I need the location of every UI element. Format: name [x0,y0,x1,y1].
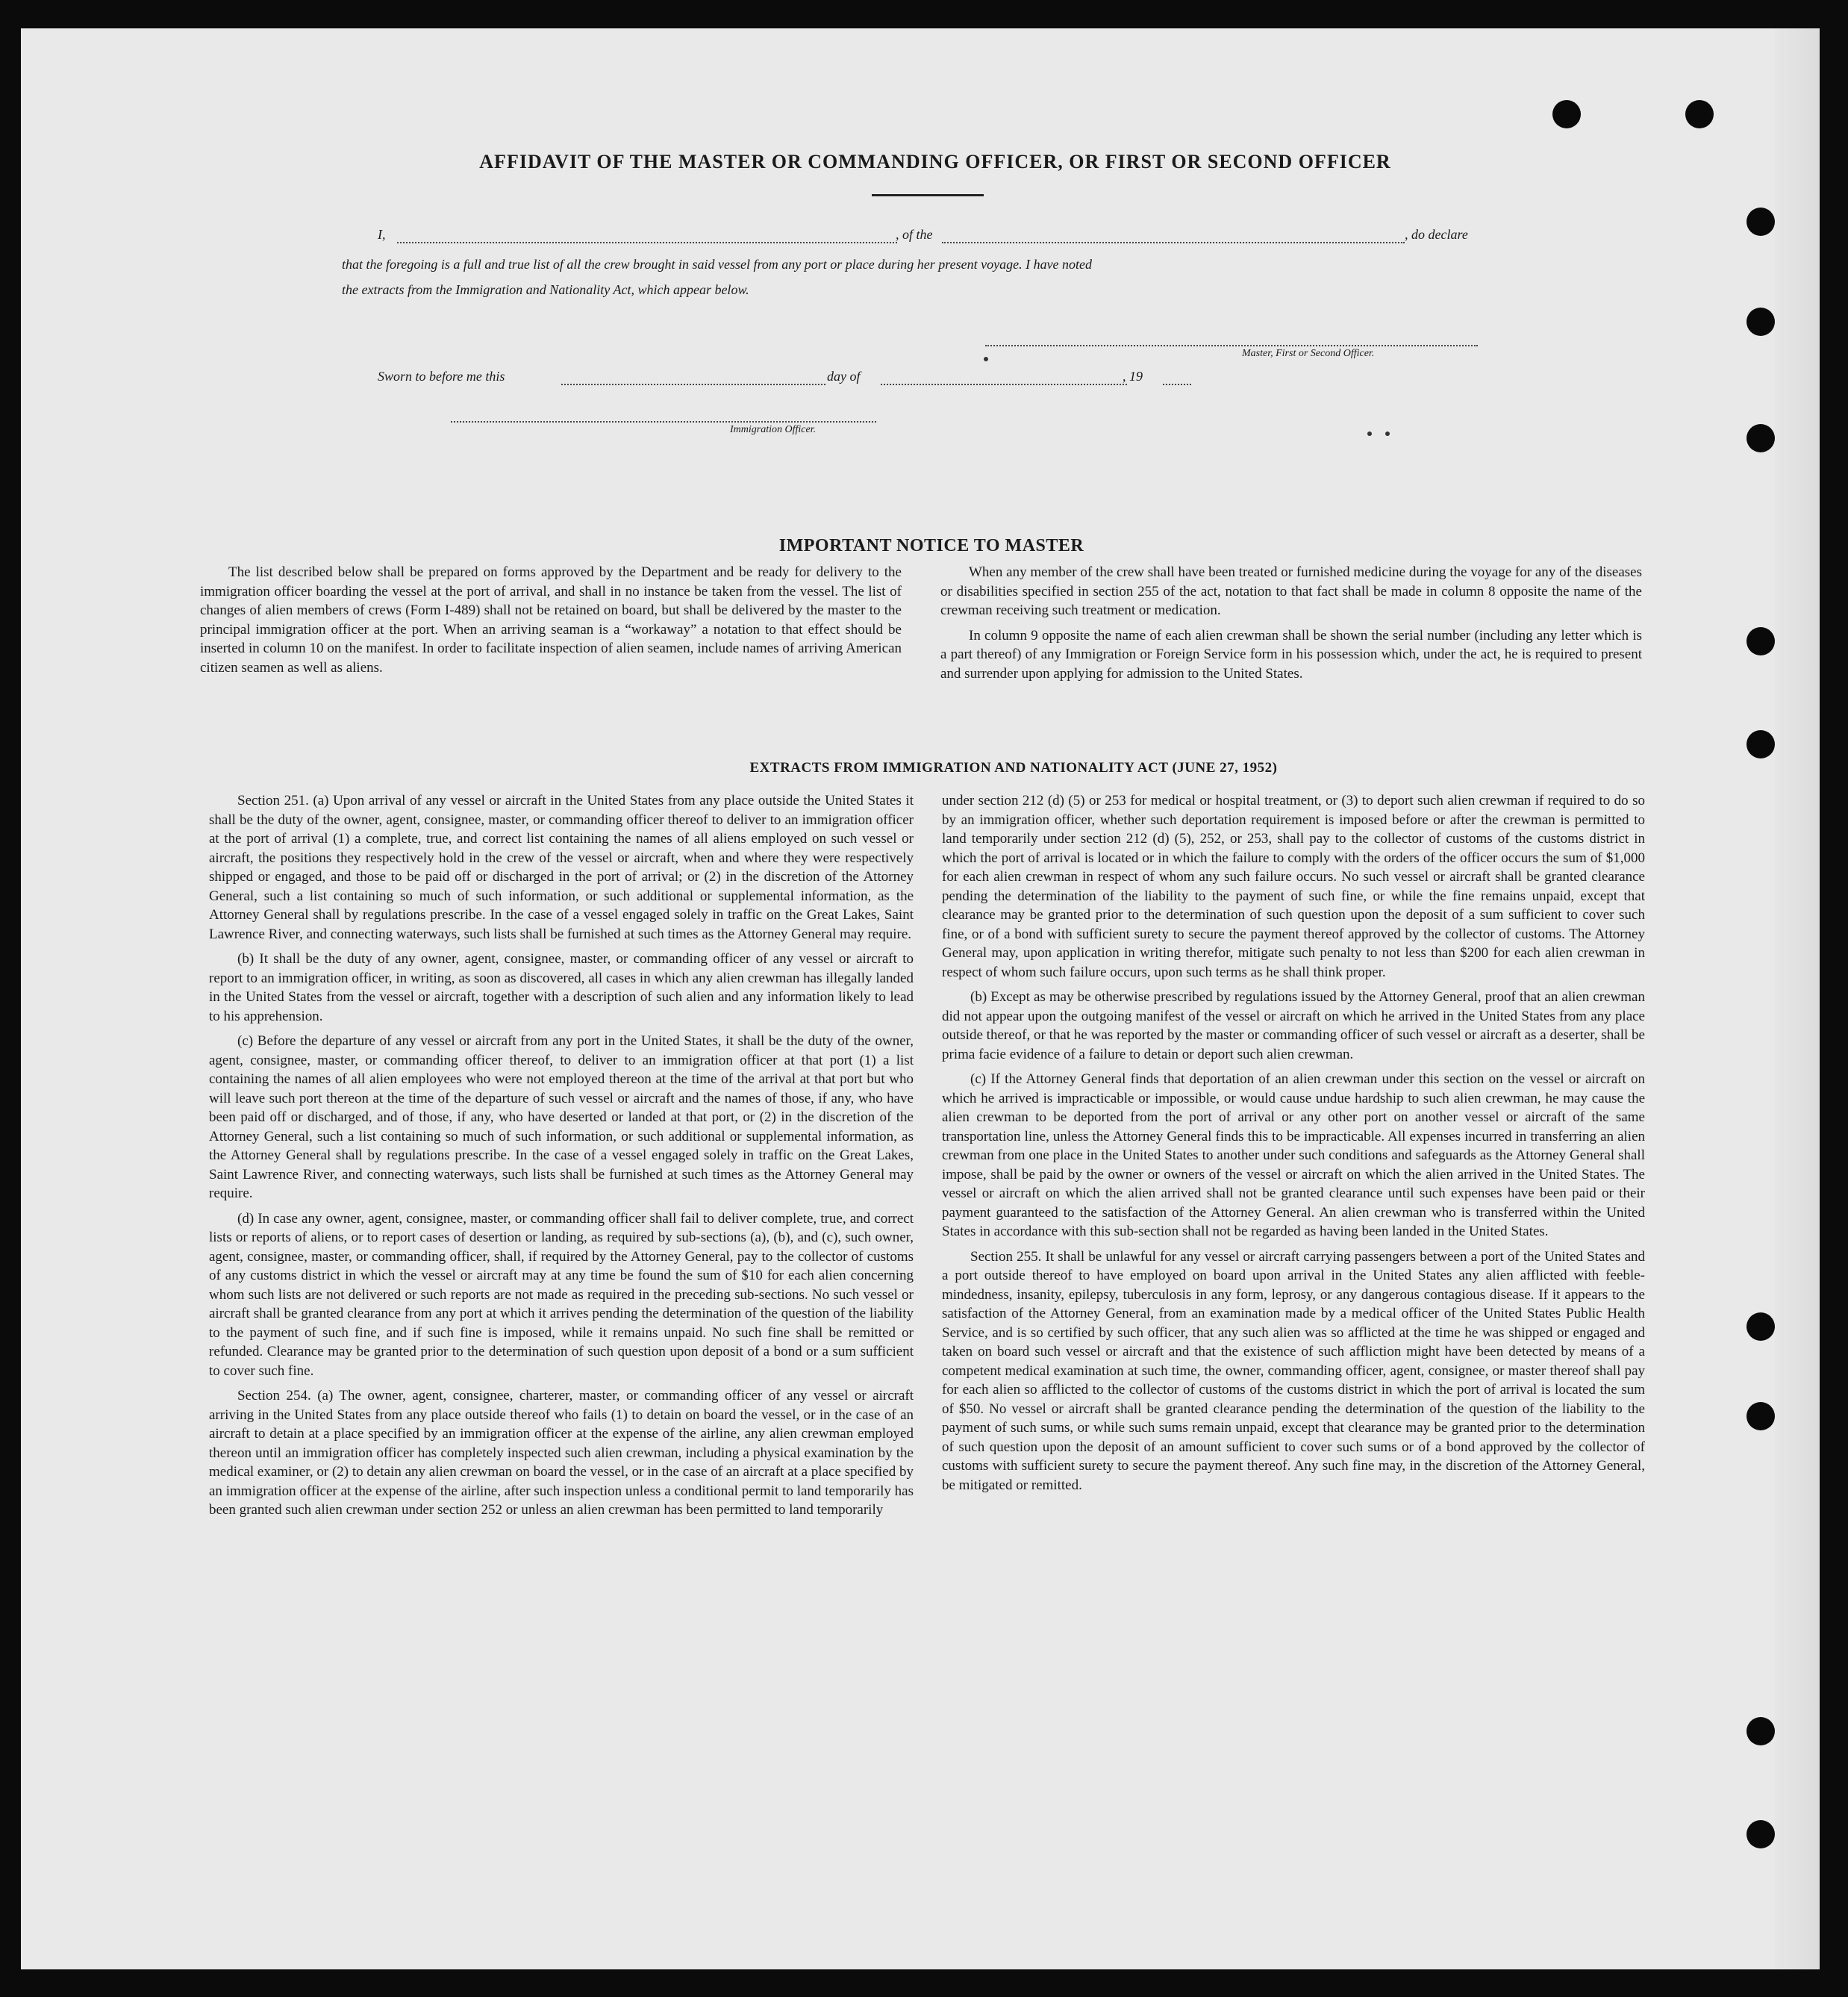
binder-hole [1746,1402,1775,1430]
sworn-label: Sworn to before me this [378,369,505,384]
binder-hole [1746,627,1775,655]
extracts-right-column [942,791,1645,1501]
mark [1367,432,1372,436]
declaration-line-2: the extracts from the Immigration and Nationality Act, which appear below. [342,282,749,297]
declare-do-declare-label: , do declare [1405,227,1468,242]
declaration-line-1: that the foregoing is a full and true list of all the crew brought in said vessel from any port or place during her present voyage. I have noted [342,257,1093,272]
name-blank [397,242,897,243]
binder-hole [1746,1717,1775,1745]
section-254-b: (b) Except as may be otherwise prescribed by regulations issued by the Attorney General, proof that an alien crewman did not appear upon the outgoing manifest of the vessel or aircraft on which he arrived in the United States from any place outside thereof, or that he was reported by the master or commanding officer of such vessel or aircraft as a deserter, shall be prima facie evidence of a failure to detain or deport such alien crewman. [942,989,1645,1062]
master-signature-caption: Master, First or Second Officer. [1242,348,1375,359]
document-page [21,28,1820,1969]
mark [984,357,988,361]
sworn-month-blank [881,384,1127,385]
binder-hole [1746,1820,1775,1848]
vessel-blank [942,242,1405,243]
page-edge [1775,28,1820,1969]
notice-title: IMPORTANT NOTICE TO MASTER [778,536,1084,555]
section-251-d: (d) In case any owner, agent, consignee, master, or commanding officer shall fail to deliver complete, true, and correct lists or reports of aliens, or to report cases of desertion or landing, as required by sub-sections (a), (b), and (c), such owner, agent, consignee, master, or commanding officer, shall, if required by the Attorney General, pay to the collector of customs of any customs district in which the vessel or aircraft may at any time be found the sum of $10 for each alien concerning whom such lists are not delivered or such reports are not made as required in the preceding sub-sections. No such vessel or aircraft shall be granted clearance from any port at which it arrives pending the determination of the question of the liability to the payment of such fine, and if such fine is imposed, while it remains unpaid. No such fine shall be remitted or refunded. Clearance may be granted prior to the determination of such question upon deposit of a bond or a sum sufficient to cover such fine. [209,1210,914,1379]
declare-i-label: I, [378,227,386,242]
declare-of-the-label: , of the [896,227,933,242]
notice-right-column [940,563,1642,689]
notice-right-paragraph-2: In column 9 opposite the name of each alien crewman shall be shown the serial number (including any letter which is a part thereof) of any Immigration or Foreign Service form in his possession which, under the act, he is required to present and surrender upon applying for admission to the United States. [940,627,1642,682]
extracts-left-column [209,791,914,1526]
binder-hole [1746,208,1775,236]
section-254-a-part-1: Section 254. (a) The owner, agent, consignee, charterer, master, or commanding officer of any vessel or aircraft arriving in the United States from any place outside thereof who fails (1) to detain on board the vessel, or in the case of an aircraft to detain at a place specified by an immigration officer at the expense of the airline, any alien crewman employed thereon until an immigration officer has completely inspected such alien crewman, including a physical examination by the medical examiner, or (2) to detain any alien crewman on board the vessel, or in the case of an aircraft at a place specified by an immigration officer at the expense of the airline, after such inspection unless a conditional permit to land temporarily has been granted such alien crewman under section 252 or unless an alien crewman has been permitted to land temporarily [209,1388,914,1518]
notice-left-paragraph: The list described below shall be prepared on forms approved by the Department and be ready for delivery to the immigration officer boarding the vessel at the port of arrival, and shall in no instance be taken from the vessel. The list of changes of alien members of crews (Form I-489) shall not be retained on board, but shall be delivered by the master to the principal immigration officer at the port. When an arriving seaman is a “workaway” a notation to that effect should be inserted in column 10 on the manifest. In order to facilitate inspection of alien seamen, include names of arriving American citizen seamen as well as aliens. [200,564,902,676]
sworn-year-blank [1163,384,1191,385]
section-251-c: (c) Before the departure of any vessel or aircraft from any port in the United States, it shall be the duty of the owner, agent, consignee, master, or commanding officer thereof, to deliver to an immigration officer at that port (1) a list containing the names of all alien employees who were not employed thereon at the time of the arrival at that port but who will leave such port thereon at the time of the departure of such vessel or aircraft and the names of those, if any, who have been paid off or discharged, and of those, if any, who have deserted or landed at that port, or (2) in the discretion of the Attorney General, such a list containing so much of such information, or such additional or supplemental information, as the Attorney General shall by regulations prescribe. In the case of a vessel engaged solely in traffic on the Great Lakes, Saint Lawrence River, and connecting waterways, such lists shall be furnished at such times as the Attorney General may require. [209,1033,914,1201]
notice-left-column [200,563,902,683]
binder-hole [1746,730,1775,758]
section-255: Section 255. It shall be unlawful for any vessel or aircraft carrying passengers between a port of the United States and a port outside thereof to have employed on board upon arrival in the United States any alien afflicted with feeble-mindedness, insanity, epilepsy, tuberculosis in any form, leprosy, or any dangerous contagious disease. If it appears to the satisfaction of the Attorney General, from an examination made by a medical officer of the United States Public Health Service, and is so certified by such officer, that any such alien was so afflicted at the time he was shipped or engaged and taken on board such vessel or aircraft and that the existence of such affliction might have been detected by means of a competent medical examination at such time, the owner, commanding officer, agent, consignee, or master thereof shall pay for each alien so afflicted to the collector of customs of the customs district in which the port of arrival is located the sum of $50. No vessel or aircraft shall be granted clearance pending the determination of the question of the liability to the payment of such sums, or while such sums remain unpaid, except that clearance may be granted prior to the determination of such question upon the deposit of an amount sufficient to cover such sums or of a bond approved by the collector of customs with sufficient surety to secure the payment thereof. Any such fine may, in the discretion of the Attorney General, be mitigated or remitted. [942,1248,1645,1493]
section-254-c: (c) If the Attorney General finds that deportation of an alien crewman under this section on the vessel or aircraft on which he arrived is impracticable or impossible, or would cause undue hardship to such alien crewman, he may cause the alien crewman to be deported from the port of arrival or any other port on another vessel or aircraft of the same transportation line, unless the Attorney General finds this to be impracticable. All expenses incurred in transferring an alien crewman from one place in the United States to another under such conditions and safeguards as the Attorney General shall impose, shall be paid by the owner or owners of the vessel or aircraft on which the alien arrived in the United States. The vessel or aircraft on which the alien arrived shall not be granted clearance until such expenses have been paid or their payment guaranteed to the satisfaction of the Attorney General. An alien crewman who is transferred within the United States in accordance with this sub-section shall not be regarded as having been landed in the United States. [942,1071,1645,1239]
immigration-officer-line [451,421,876,423]
immigration-officer-caption: Immigration Officer. [730,424,817,435]
extracts-title: EXTRACTS FROM IMMIGRATION AND NATIONALITY ACT (JUNE 27, 1952) [749,760,1278,776]
binder-hole [1685,100,1714,128]
section-251-a: Section 251. (a) Upon arrival of any vessel or aircraft in the United States from any place outside the United States it shall be the duty of the owner, agent, consignee, master, or commanding officer thereof to deliver to an immigration officer at the port of arrival (1) a complete, true, and correct list containing the names of all aliens employed on such vessel or aircraft, the positions they respectively hold in the crew of the vessel or aircraft, when and where they were respectively shipped or engaged, and those to be paid off or discharged in the port of arrival; or (2) in the discretion of the Attorney General, such a list containing so much of such information, or such additional or supplemental information, as the Attorney General shall by regulations prescribe. In the case of a vessel engaged solely in traffic on the Great Lakes, Saint Lawrence River, and connecting waterways, such lists shall be furnished at such times as the Attorney General may require. [209,793,914,942]
binder-hole [1746,308,1775,336]
sworn-date-blank [561,384,825,385]
binder-hole [1552,100,1581,128]
binder-hole [1746,424,1775,452]
mark [1385,432,1390,436]
sworn-year-label: , 19 [1123,369,1143,384]
notice-right-paragraph-1: When any member of the crew shall have been treated or furnished medicine during the voyage for any of the diseases or disabilities specified in section 255 of the act, notation to that fact shall be made in column 8 opposite the name of the crewman receiving such treatment or medication. [940,564,1642,618]
section-254-a-part-2: under section 212 (d) (5) or 253 for medical or hospital treatment, or (3) to deport such alien crewman if required to do so by an immigration officer, whether such deportation requirement is imposed before or after the crewman is permitted to land temporarily under section 212 (d) (5), 252, or 253, shall pay to the collector of customs of the customs district in which the port of arrival is located or in which the failure to comply with the orders of the officer occurs the sum of $1,000 for each alien crewman in respect of whom any such failure occurs. No such vessel or aircraft shall be granted clearance pending the determination of the liability to the payment of such fine, or while the fine remains unpaid, except that clearance may be granted prior to the determination of such question upon the deposit of a sum sufficient to cover such fine, or of a bond with sufficient surety to secure the payment thereof approved by the collector of customs. The Attorney General may, upon application in writing therefor, mitigate such penalty to not less than $200 for each alien crewman in respect of whom such failure occurs, upon such terms as he shall think proper. [942,793,1645,980]
binder-hole [1746,1312,1775,1341]
title-underline [872,194,984,196]
master-signature-line [985,345,1478,346]
sworn-day-of-label: day of [827,369,861,384]
section-251-b: (b) It shall be the duty of any owner, agent, consignee, master, or commanding officer of any vessel or aircraft to report to an immigration officer, in writing, as soon as discovered, all cases in which any alien crewman has illegally landed in the United States from the vessel or aircraft, together with a description of such alien and any information likely to lead to his apprehension. [209,951,914,1024]
affidavit-title: AFFIDAVIT OF THE MASTER OR COMMANDING OFFICER, OR FIRST OR SECOND OFFICER [479,151,1391,172]
